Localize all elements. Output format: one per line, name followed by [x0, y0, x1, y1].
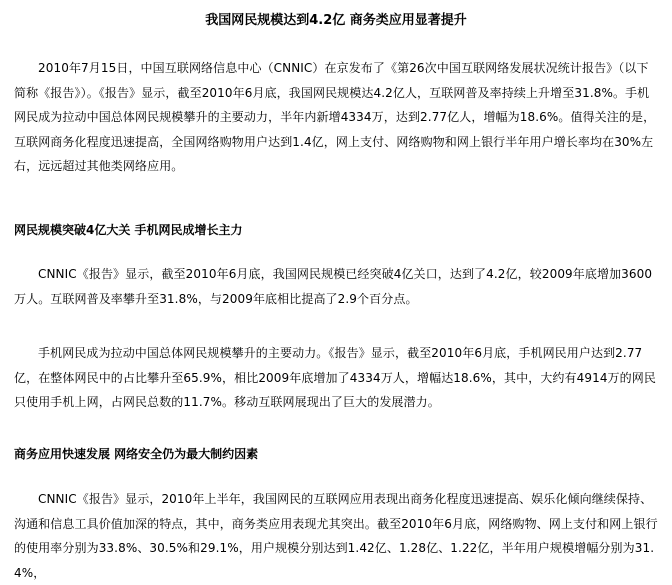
section2-paragraph-1: CNNIC《报告》显示，2010年上半年，我国网民的互联网应用表现出商务化程度迅速提高、娱乐化倾向继续保持、沟通和信息工具价值加深的特点，其中，商务类应用表现尤其突出。截至2010年6月底，网络购物、网上支付和网上银行的使用率分别为33.8%、30.5%和29.1%，用户规模分别达到1.42亿、1.28亿、1.22亿，半年用户规模增幅分别为31.4%， — [14, 492, 658, 580]
article-title: 我国网民规模达到4.2亿 商务类应用显著提升 — [205, 13, 467, 28]
section1-paragraph-1: CNNIC《报告》显示，截至2010年6月底，我国网民规模已经突破4亿关口，达到了4.2亿，较2009年底增加3600万人。互联网普及率攀升至31.8%，与2009年底相比提高了2.9个百分点。 — [14, 267, 653, 306]
section1-paragraph-2: 手机网民成为拉动中国总体网民规模攀升的主要动力。《报告》显示，截至2010年6月底，手机网民用户达到2.77亿，在整体网民中的占比攀升至65.9%，相比2009年底增加了4334万人，增幅达18.6%，其中，大约有4914万的网民只使用手机上网，占网民总数的11.7%。移动互联网展现出了巨大的发展潜力。 — [14, 346, 656, 409]
intro-paragraph: 2010年7月15日，中国互联网络信息中心（CNNIC）在京发布了《第26次中国互联网络发展状况统计报告》（以下简称《报告》）。《报告》显示，截至2010年6月底，我国网民规模达4.2亿人，互联网普及率持续上升增至31.8%。手机网民成为拉动中国总体网民规模攀升的主要动力，半年内新增4334万，达到2.77亿人，增幅为18.6%。值得关注的是，互联网商务化程度迅速提高，全国网络购物用户达到1.4亿，网上支付、网络购物和网上银行半年用户增长率均在30%左右，远远超过其他类网络应用。 — [14, 61, 656, 173]
section-heading-user-scale: 网民规模突破4亿大关 手机网民成增长主力 — [14, 223, 243, 237]
section-heading-commerce: 商务应用快速发展 网络安全仍为最大制约因素 — [14, 447, 259, 461]
